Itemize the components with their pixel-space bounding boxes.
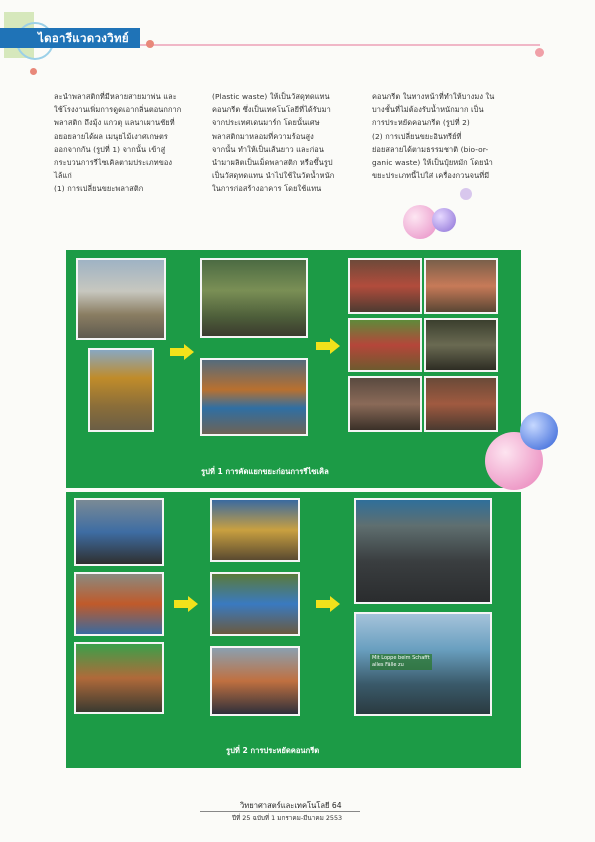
photo-sorted-bin-5	[348, 376, 422, 432]
photo-sorted-bin-4	[424, 318, 498, 372]
photo-molding	[210, 498, 300, 562]
arrow-right-icon	[316, 338, 340, 354]
header-divider	[140, 44, 540, 46]
photo-workers	[74, 642, 164, 714]
bubble-decoration	[520, 412, 558, 450]
footer-journal-title: วิทยาศาสตร์และเทคโนโลยี 64	[240, 801, 342, 810]
text-column-1: ละนำพลาสติกที่มีหลายสายมาพ่น และ ใช้โรงงานเพิ่มการดูดเอากลิ่นตอนกกาก พลาสติก ถึงมุ้ง แกวตุ แลนาเผานชัยที่ อยอยลายได้ผล เมนุยไม้เงาศเกษตร ออกจากกัน (รูปที่ 1) จากนั้น เข้าสู่ กระบวนการรีไซเคิลตามประเภทของ ไล้แก่ (1) การเปลี่ยนขยะพลาสติก	[54, 92, 182, 194]
arrow-right-icon	[174, 596, 198, 612]
figure-2-panel	[66, 492, 521, 768]
photo-sorted-bin-6	[424, 376, 498, 432]
photo-sorted-bin-3	[348, 318, 422, 372]
header-dot-decoration	[535, 48, 544, 57]
photo-plastic-pellets	[354, 498, 492, 604]
footer-issue-info: ปีที่ 25 ฉบับที่ 1 มกราคม-มีนาคม 2553	[232, 814, 343, 822]
bubble-decoration	[432, 208, 456, 232]
header-dot-decoration	[30, 68, 37, 75]
arrow-right-icon	[316, 596, 340, 612]
photo-sorting-line	[200, 258, 308, 338]
photo-grab-crane	[88, 348, 154, 432]
photo-sorted-bin-2	[424, 258, 498, 314]
figure-1-caption: รูปที่ 1 การคัดแยกขยะก่อนการรีไซเคิล	[201, 467, 329, 476]
photo-conveyor	[200, 358, 308, 436]
section-title: ไดอารีแวดวงวิทย์	[38, 31, 129, 45]
figure-1-panel	[66, 250, 521, 488]
header-dot-decoration	[146, 40, 154, 48]
text-column-2: (Plastic waste) ให้เป็นวัสดุทดแทน คอนกรีต ซึ่งเป็นเทคโนโลยีที่ได้รับมา จากประเทศเดนมาร์ก โดยนั้นเศษ พลาสติกมาหลอมที่ความร้อนสูง จากนั้น ทำให้เป็นเส้นยาว และก่อน นำมาผลิตเป็นเม็ดพลาสติก หรือขึ้นรูป เป็นวัสดุทดแทน นำไปใช้ในวัตน้ำหนัก ในการก่อสร้างอาคาร โดยใช้แทน	[212, 92, 335, 194]
photo-pressing	[210, 572, 300, 636]
photo-melting	[74, 572, 164, 636]
bubble-decoration	[460, 188, 472, 200]
photo-overlay-label: Mit Loppe beim Schafft alles Fälle zu	[370, 654, 432, 670]
photo-building-blocks	[354, 612, 492, 716]
photo-extruder	[74, 498, 164, 566]
footer-divider	[200, 811, 360, 812]
text-column-3: คอนกรีต ในทางหน้าที่ทำให้บางมง ใน บางชั้นที่ไม่ต้องรับน้ำหนักมาก เป็น การประหยัดคอนกรีต (รูปที่ 2) (2) การเปลี่ยนขยะอินทรีย์ที่ ย่อยสลายได้ตามธรรมชาติ (bio-or- ganic waste) ให้เป็นปุ๋ยหมัก โดยนำ ขยะประเภทนี้ไปใส่ เครื่องกวนจนที่มี	[372, 92, 495, 181]
photo-waste-pile	[76, 258, 166, 340]
photo-sorted-bin-1	[348, 258, 422, 314]
arrow-right-icon	[170, 344, 194, 360]
photo-worker-pouring	[210, 646, 300, 716]
figure-2-caption: รูปที่ 2 การประหยัดคอนกรีต	[226, 746, 320, 755]
